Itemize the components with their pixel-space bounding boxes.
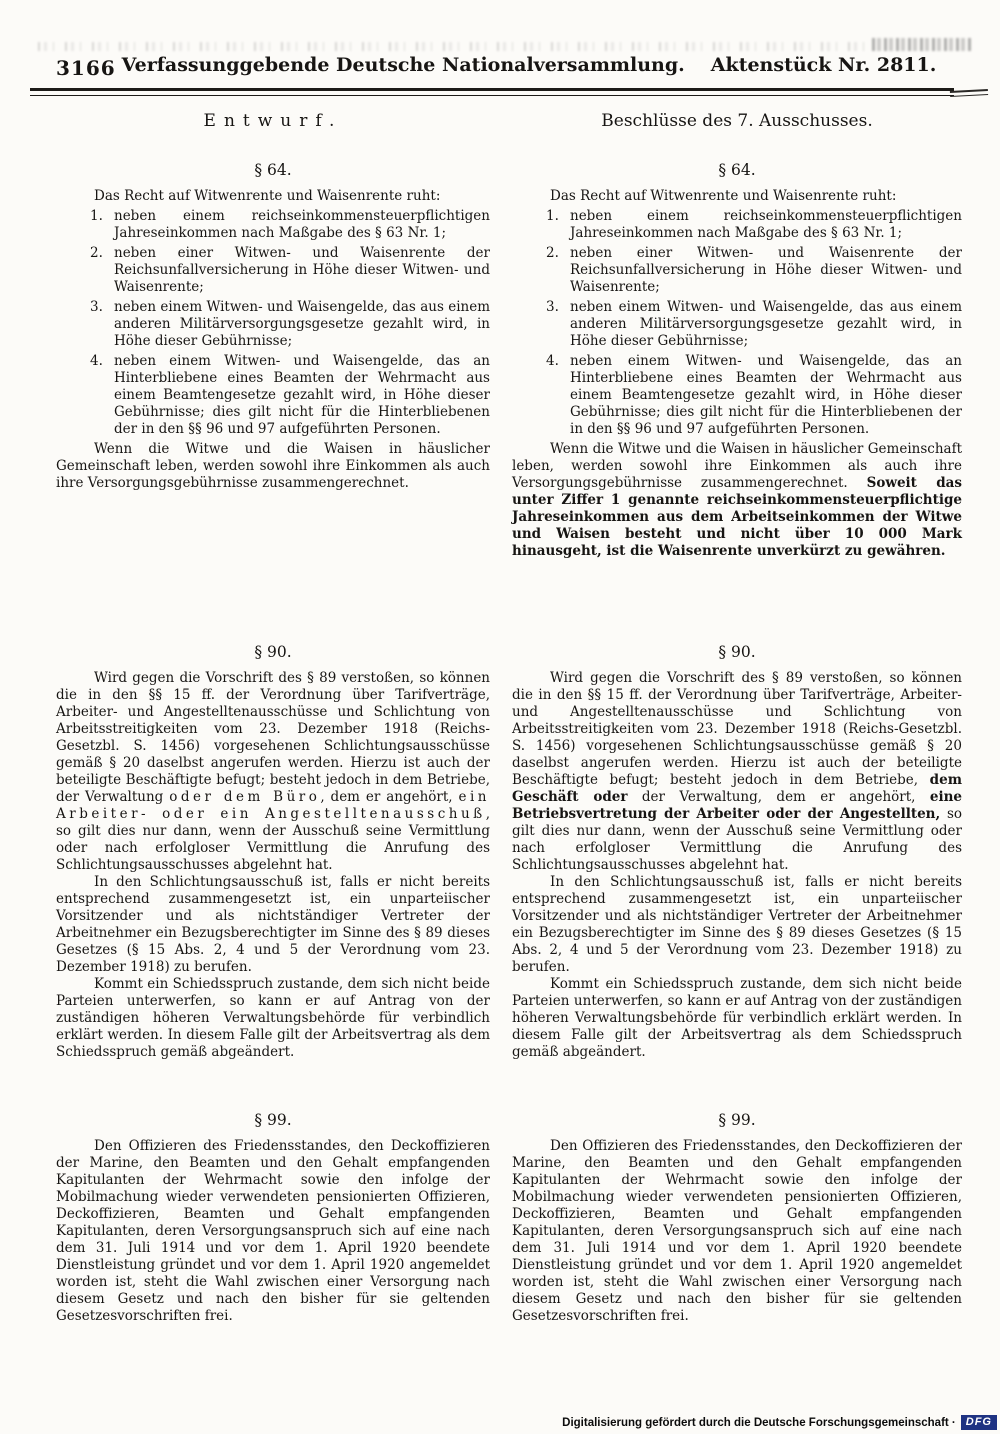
list-number: 4.	[90, 353, 103, 369]
paragraph	[56, 670, 490, 874]
list-number: 1.	[546, 208, 559, 224]
text-run: Wird gegen die Vorschrift des § 89 verstoßen, so können die in den §§ 15 ff. der Verordnung über Tarifverträge, Arbeiter- und Angestelltenausschüsse und Schlichtung von Arbeitsstreitigkeiten vom 23. Dezember 1918 (Reichs-Gesetzbl. S. 1456) vorgesehenen Schlichtungsausschüsse gemäß § 20 daselbst angerufen werden. Hierzu ist auch der beteiligte Beschäftigte befugt; besteht jedoch in dem Betriebe,	[512, 670, 962, 788]
list-number: 2.	[90, 245, 103, 261]
header-rule	[30, 88, 954, 96]
section-title: § 64.	[254, 161, 292, 179]
list-item	[512, 245, 962, 296]
section-left-3	[56, 1112, 490, 1325]
list-item-text	[114, 245, 490, 295]
paragraph	[56, 976, 490, 1061]
text-run: neben einem reichseinkommensteuerpflichtigen Jahreseinkommen nach Maßgabe des § 63 Nr. 1;	[114, 208, 490, 241]
text-run: , so gilt dies nur dann, wenn der Ausschuß seine Vermittlung oder nach erfolgloser Vermittlung die Anrufung des Schlichtungsausschusses abgelehnt hat.	[56, 806, 490, 873]
page-number: 3166	[56, 56, 116, 80]
list-item	[56, 353, 490, 438]
section-title: § 99.	[254, 1111, 292, 1129]
text-run: , dem er angehört,	[320, 789, 459, 805]
section-right-1	[512, 162, 962, 644]
text-run: In den Schlichtungsausschuß ist, falls er nicht bereits entsprechend zusammengesetzt ist, ein unparteiischer Vorsitzender und als nichtständiger Vertreter der Arbeitnehmer ein Bezugsberechtigter im Sinne des § 89 dieses Gesetzes (§ 15 Abs. 2, 4 und 5 der Verordnung vom 23. Dezember 1918) zu berufen.	[512, 874, 962, 975]
list-item	[512, 299, 962, 350]
list-item	[56, 299, 490, 350]
list-item-text	[114, 299, 490, 349]
paragraph	[56, 874, 490, 976]
dfg-logo: DFG	[961, 1415, 997, 1430]
list-number: 4.	[546, 353, 559, 369]
paragraph	[512, 188, 962, 205]
text-run: Das Recht auf Witwenrente und Waisenrente ruht:	[550, 188, 897, 204]
text-run: der Verwaltung, dem er angehört,	[627, 789, 930, 805]
text-run: Den Offizieren des Friedensstandes, den Deckoffizieren der Marine, den Beamten und den Gehalt empfangenden Kapitulanten der Wehrmacht sowie den infolge der Mobilmachung wieder verwendeten pensionierten Offizieren, Deckoffizieren, Beamten und Gehalt empfangenden Kapitulanten, deren Versorgungsanspruch sich auf eine nach dem 31. Juli 1914 und vor dem 1. April 1920 beendete Dienstleistung gründet und vor dem 1. April 1920 angemeldet worden ist, steht die Wahl zwischen einer Versorgung nach diesem Gesetz und nach den bisher für sie geltenden Gesetzesvorschriften frei.	[512, 1138, 962, 1324]
list-item	[512, 208, 962, 242]
paragraph	[512, 976, 962, 1061]
footer	[562, 1415, 997, 1430]
text-run: neben einem Witwen- und Waisengelde, das aus einem anderen Militärversorgungsgesetze gezahlt wird, in Höhe dieser Gebührnisse;	[114, 299, 490, 349]
text-run: neben einer Witwen- und Waisenrente der Reichsunfallversicherung in Höhe dieser Witwen- und Waisenrente;	[114, 245, 490, 295]
text-run: Wenn die Witwe und die Waisen in häuslicher Gemeinschaft leben, werden sowohl ihre Einkommen als auch ihre Versorgungsgebührnisse zusammengerechnet.	[56, 441, 490, 491]
columns-grid	[56, 106, 962, 1325]
list-item	[56, 208, 490, 242]
list-item-text	[114, 208, 490, 241]
text-run: Wenn die Witwe und die Waisen in häuslicher Gemeinschaft leben, werden sowohl ihre Einkommen als auch ihre Versorgungsgebührnisse zusammengerechnet.	[512, 441, 962, 491]
text-run: Wird gegen die Vorschrift des § 89 verstoßen, so können die in den §§ 15 ff. der Verordnung über Tarifverträge, Arbeiter- und Angestelltenausschüsse und Schlichtung von Arbeitsstreitigkeiten vom 23. Dezember 1918 (Reichs-Gesetzbl. S. 1456) vorgesehenen Schlichtungsausschüsse gemäß § 20 daselbst angerufen werden. Hierzu ist auch der beteiligte Beschäftigte befugt; besteht jedoch in dem Betriebe, der Verwaltung	[56, 670, 490, 805]
text-run: Kommt ein Schiedsspruch zustande, dem sich nicht beide Parteien unterwerfen, so kann er auf Antrag von der zuständigen höheren Verwaltungsbehörde für verbindlich erklärt werden. In diesem Falle gilt der Arbeitsvertrag als dem Schiedsspruch gemäß abgeändert.	[512, 976, 962, 1060]
column-heading-left: Entwurf.	[203, 111, 343, 131]
text-run: Kommt ein Schiedsspruch zustande, dem sich nicht beide Parteien unterwerfen, so kann er auf Antrag von der zuständigen höheren Verwaltungsbehörde für verbindlich erklärt werden. In diesem Falle gilt der Arbeitsvertrag als dem Schiedsspruch gemäß abgeändert.	[56, 976, 490, 1060]
section-left-2	[56, 644, 490, 1112]
section-left-1	[56, 162, 490, 644]
scan-noise	[38, 42, 868, 51]
text-run: neben einem Witwen- und Waisengelde, das an Hinterbliebene eines Beamten der Wehrmacht aus einem Beamtengesetze gezahlt wird, in Höhe dieser Gebührnisse; dies gilt nicht für die Hinterbliebenen der in den §§ 96 und 97 aufgeführten Personen.	[570, 353, 962, 437]
footer-credit: Digitalisierung gefördert durch die Deutsche Forschungsgemeinschaft ·	[562, 1416, 956, 1429]
paragraph	[512, 441, 962, 560]
section-title: § 64.	[718, 161, 756, 179]
section-title: § 99.	[718, 1111, 756, 1129]
text-run: neben einem Witwen- und Waisengelde, das an Hinterbliebene eines Beamten der Wehrmacht aus einem Beamtengesetze gezahlt wird, in Höhe dieser Gebührnisse; dies gilt nicht für die Hinterbliebenen der in den §§ 96 und 97 aufgeführten Personen.	[114, 353, 490, 437]
header-title-line	[0, 54, 1000, 76]
text-run: Das Recht auf Witwenrente und Waisenrente ruht:	[94, 188, 441, 204]
paragraph	[512, 874, 962, 976]
section-title: § 90.	[254, 643, 292, 661]
text-run: so gilt dies nur dann, wenn der Ausschuß seine Vermittlung oder nach erfolgloser Vermittlung die Anrufung des Schlichtungsausschusses abgelehnt hat.	[512, 806, 963, 873]
spaced-run: oder dem Büro	[169, 789, 321, 805]
text-run: neben einem reichseinkommensteuerpflichtigen Jahreseinkommen nach Maßgabe des § 63 Nr. 1;	[570, 208, 962, 241]
section-right-3	[512, 1112, 962, 1325]
list-item-text	[570, 208, 962, 241]
list-number: 3.	[546, 299, 559, 315]
paragraph	[512, 1138, 962, 1325]
bold-run: Soweit das unter Ziffer 1 genannte reichseinkommensteuerpflichtige Jahreseinkommen aus dem Arbeitseinkommen der Witwe und Waisen besteht und nicht über 10 000 Mark hinausgeht, ist die Waisenrente unverkürzt zu gewähren.	[512, 475, 962, 559]
text-run: In den Schlichtungsausschuß ist, falls er nicht bereits entsprechend zusammengesetzt ist, ein unparteiischer Vorsitzender und als nichtständiger Vertreter der Arbeitnehmer ein Bezugsberechtigter im Sinne des § 89 dieses Gesetzes (§ 15 Abs. 2, 4 und 5 der Verordnung vom 23. Dezember 1918) zu berufen.	[56, 874, 490, 975]
paragraph	[56, 188, 490, 205]
section-right-2	[512, 644, 962, 1112]
list-item-text	[570, 353, 962, 437]
paragraph	[512, 670, 962, 874]
list-number: 1.	[90, 208, 103, 224]
scan-noise	[872, 38, 972, 51]
list-number: 3.	[90, 299, 103, 315]
list-item-text	[570, 245, 962, 295]
column-heading-right: Beschlüsse des 7. Ausschusses.	[601, 111, 873, 131]
header-issue: Aktenstück Nr. 2811.	[710, 54, 937, 76]
header-rule-tail	[950, 89, 988, 97]
list-number: 2.	[546, 245, 559, 261]
list-item-text	[114, 353, 490, 437]
paragraph	[56, 441, 490, 492]
list-item-text	[570, 299, 962, 349]
spaced-run: ein Arbeiter- oder ein Angestelltenausschuß	[56, 789, 490, 822]
text-run: Den Offizieren des Friedensstandes, den Deckoffizieren der Marine, den Beamten und den Gehalt empfangenden Kapitulanten der Wehrmacht sowie den infolge der Mobilmachung wieder verwendeten pensionierten Offizieren, Deckoffizieren, Beamten und Gehalt empfangenden Kapitulanten, deren Versorgungsanspruch sich auf eine nach dem 31. Juli 1914 und vor dem 1. April 1920 beendete Dienstleistung gründet und vor dem 1. April 1920 angemeldet worden ist, steht die Wahl zwischen einer Versorgung nach diesem Gesetz und nach den bisher für sie geltenden Gesetzesvorschriften frei.	[56, 1138, 490, 1324]
section-title: § 90.	[718, 643, 756, 661]
bold-run: eine Betriebsvertretung der Arbeiter oder der Angestellten,	[512, 789, 963, 822]
page-header	[0, 54, 1000, 86]
text-run: neben einem Witwen- und Waisengelde, das aus einem anderen Militärversorgungsgesetze gezahlt wird, in Höhe dieser Gebührnisse;	[570, 299, 962, 349]
paragraph	[56, 1138, 490, 1325]
list-item	[512, 353, 962, 438]
list-item	[56, 245, 490, 296]
text-run: neben einer Witwen- und Waisenrente der Reichsunfallversicherung in Höhe dieser Witwen- und Waisenrente;	[570, 245, 962, 295]
header-title: Verfassunggebende Deutsche Nationalversammlung.	[121, 54, 685, 76]
bold-run: dem Geschäft oder	[512, 772, 962, 805]
